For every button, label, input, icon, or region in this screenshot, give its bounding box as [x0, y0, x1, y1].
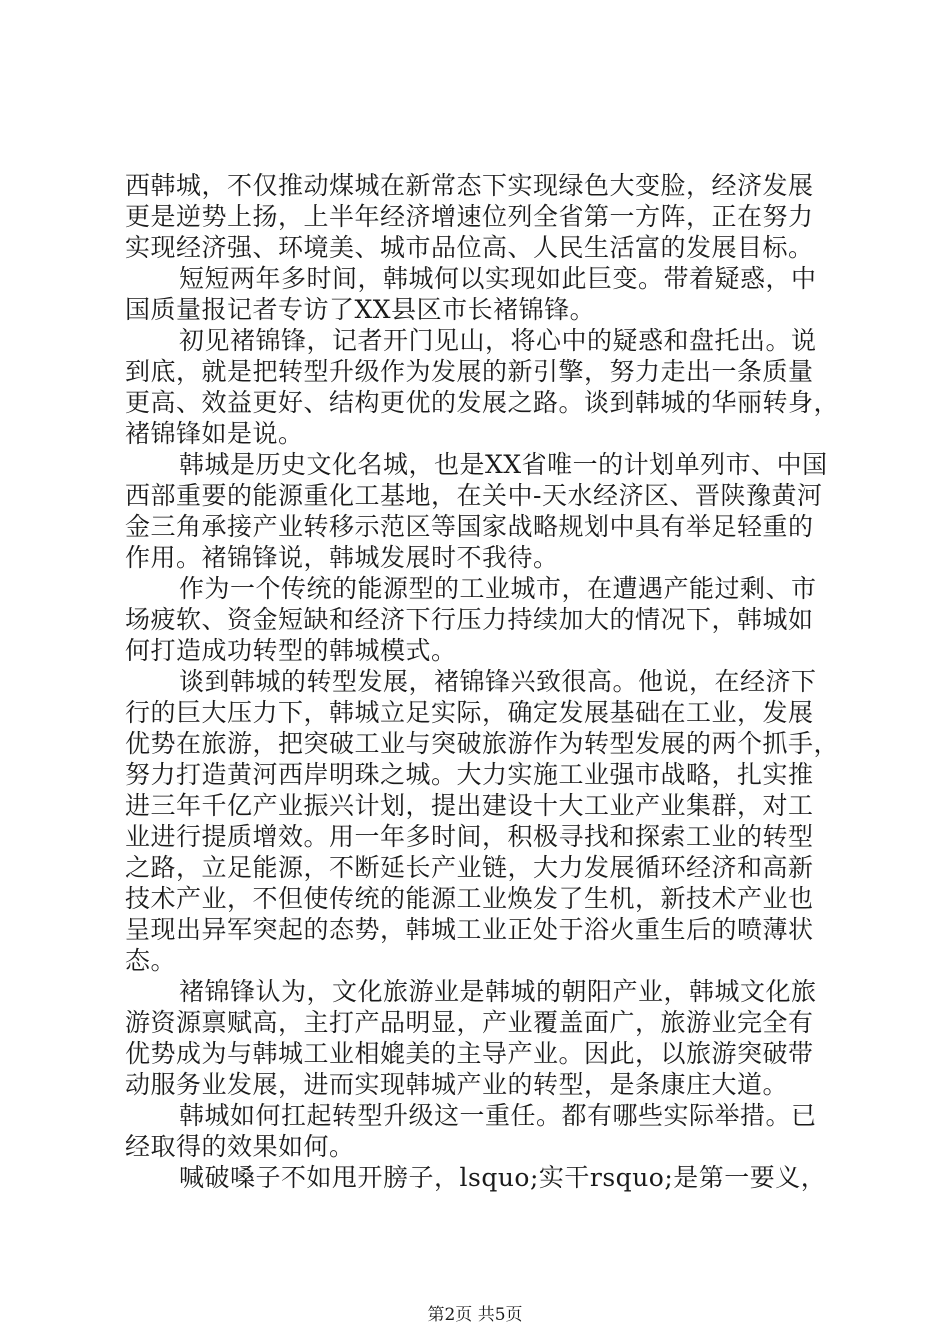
text-line: 国质量报记者专访了XX县区市长褚锦锋。: [125, 295, 596, 324]
text-line: 实现经济强、环境美、城市品位高、人民生活富的发展目标。: [125, 233, 814, 262]
text-line: 更高、效益更好、结构更优的发展之路。谈到韩城的华丽转身，: [125, 388, 840, 417]
text-line: 西韩城，不仅推动煤城在新常态下实现绿色大变脸，经济发展: [125, 171, 814, 200]
text-line: 态。: [125, 946, 177, 975]
text-line: 呈现出异军突起的态势，韩城工业正处于浴火重生后的喷薄状: [125, 915, 814, 944]
text-line: 初见褚锦锋，记者开门见山，将心中的疑惑和盘托出。说: [179, 326, 817, 355]
text-line: 短短两年多时间，韩城何以实现如此巨变。带着疑惑，中: [179, 264, 817, 293]
text-line: 金三角承接产业转移示范区等国家战略规划中具有举足轻重的: [125, 512, 814, 541]
text-line: 进三年千亿产业振兴计划，提出建设十大工业产业集群，对工: [125, 791, 814, 820]
page-footer: 第2页 共5页: [427, 1305, 523, 1325]
text-line: 作用。褚锦锋说，韩城发展时不我待。: [125, 543, 559, 572]
text-line: 优势在旅游，把突破工业与突破旅游作为转型发展的两个抓手，: [125, 729, 840, 758]
text-line: 动服务业发展，进而实现韩城产业的转型，是条康庄大道。: [125, 1070, 789, 1099]
text-line: 努力打造黄河西岸明珠之城。大力实施工业强市战略，扎实推: [125, 760, 814, 789]
text-line: 喊破嗓子不如甩开膀子，lsquo;实干rsquo;是第一要义，: [179, 1163, 827, 1192]
text-line: 到底，就是把转型升级作为发展的新引擎，努力走出一条质量: [125, 357, 814, 386]
text-line: 优势成为与韩城工业相媲美的主导产业。因此，以旅游突破带: [125, 1039, 814, 1068]
text-line: 韩城是历史文化名城，也是XX省唯一的计划单列市、中国: [179, 450, 828, 479]
text-line: 行的巨大压力下，韩城立足实际，确定发展基础在工业，发展: [125, 698, 814, 727]
text-line: 韩城如何扛起转型升级这一重任。都有哪些实际举措。已: [179, 1101, 817, 1130]
text-line: 褚锦锋如是说。: [125, 419, 304, 448]
text-line: 更是逆势上扬，上半年经济增速位列全省第一方阵，正在努力: [125, 202, 814, 231]
text-line: 西部重要的能源重化工基地，在关中-天水经济区、晋陕豫黄河: [125, 481, 823, 510]
text-line: 何打造成功转型的韩城模式。: [125, 636, 457, 665]
text-line: 作为一个传统的能源型的工业城市，在遭遇产能过剩、市: [179, 574, 817, 603]
text-line: 褚锦锋认为，文化旅游业是韩城的朝阳产业，韩城文化旅: [179, 977, 817, 1006]
text-line: 谈到韩城的转型发展，褚锦锋兴致很高。他说，在经济下: [179, 667, 817, 696]
text-line: 业进行提质增效。用一年多时间，积极寻找和探索工业的转型: [125, 822, 814, 851]
text-line: 场疲软、资金短缺和经济下行压力持续加大的情况下，韩城如: [125, 605, 814, 634]
text-line: 游资源禀赋高，主打产品明显，产业覆盖面广，旅游业完全有: [125, 1008, 814, 1037]
text-line: 经取得的效果如何。: [125, 1132, 355, 1161]
text-line: 之路，立足能源，不断延长产业链，大力发展循环经济和高新: [125, 853, 814, 882]
text-line: 技术产业，不但使传统的能源工业焕发了生机，新技术产业也: [125, 884, 814, 913]
